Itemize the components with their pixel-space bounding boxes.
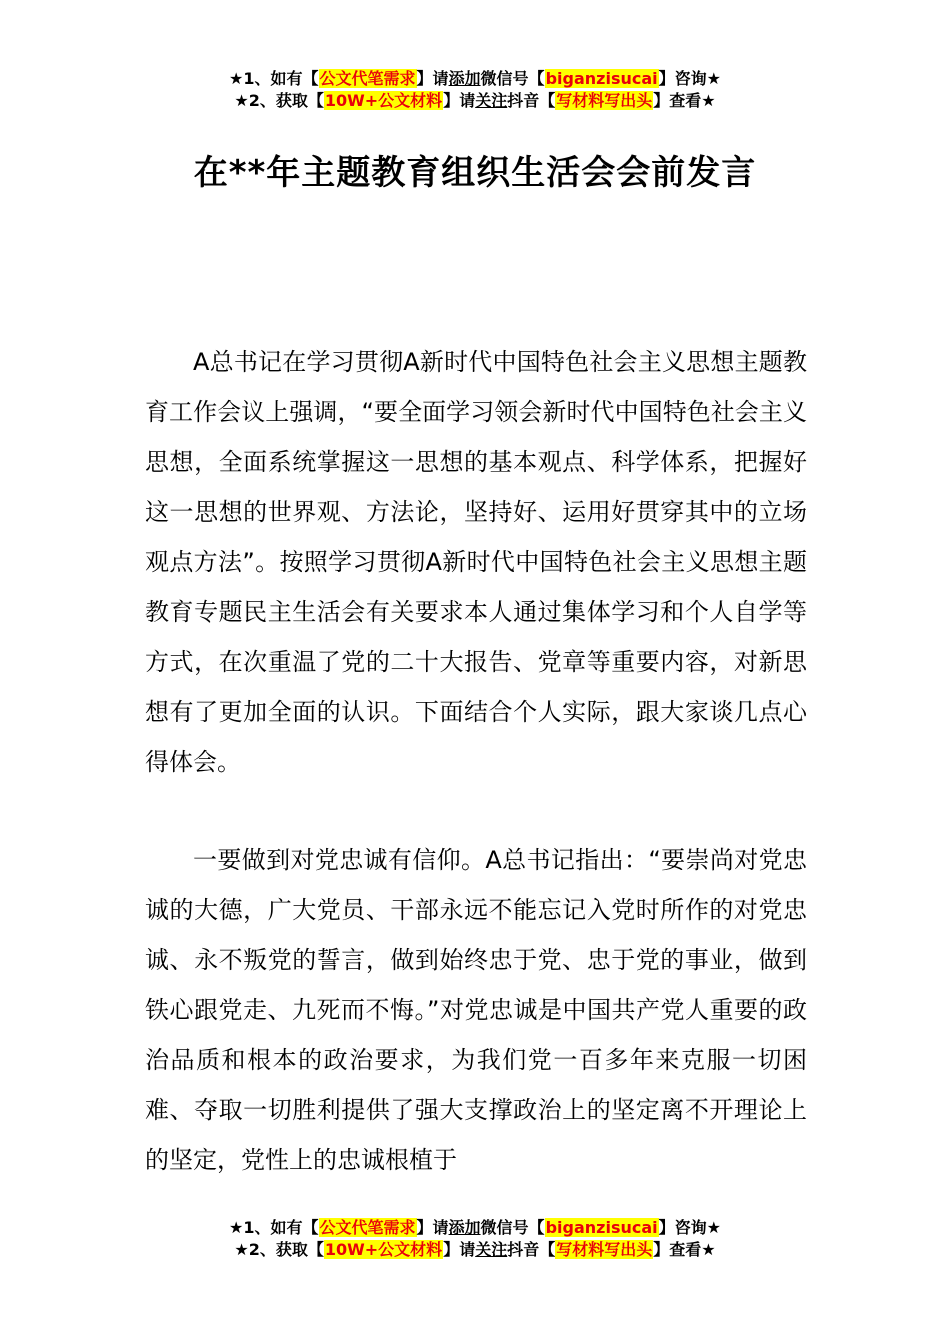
highlight-text: 10W+公文材料 [324, 1240, 443, 1259]
banner-text: 】咨询★ [658, 69, 721, 88]
banner-text: 微信号【 [480, 1218, 545, 1237]
banner-text: 】咨询★ [658, 1218, 721, 1237]
underlined-text: 添加 [448, 1218, 481, 1237]
banner-text: 微信号【 [480, 69, 545, 88]
highlight-text: 公文代笔需求 [319, 69, 416, 88]
body-paragraph-2: 一要做到对党忠诚有信仰。A总书记指出：“要崇尚对党忠诚的大德，广大党员、干部永远不能忘记入党时所作的对党忠诚、永不叛党的誓言，做到始终忠于党、忠于党的事业，做到铁心跟党走、九死而不悔。”对党忠诚是中国共产党人重要的政治品质和根本的政治要求，为我们党一百多年来克服一切困难、夺取一切胜利提供了强大支撑政治上的坚定离不开理论上的坚定，党性上的忠诚根植于 [145, 846, 807, 1174]
underlined-text: 添加 [448, 69, 481, 88]
footer-banner [0, 1217, 950, 1261]
banner-text: 抖音【 [507, 1240, 556, 1259]
banner-line-1 [0, 1217, 950, 1239]
highlight-text: 10W+公文材料 [324, 91, 443, 110]
highlight-text: 写材料写出头 [556, 1240, 653, 1259]
banner-text: ★2、获取【 [234, 1240, 324, 1259]
banner-text: ★1、如有【 [229, 1218, 319, 1237]
underlined-text: 关注 [475, 91, 508, 110]
banner-text: ★2、获取【 [234, 91, 324, 110]
underlined-text: 关注 [475, 1240, 508, 1259]
banner-text: 】请 [416, 1218, 449, 1237]
banner-text: ★1、如有【 [229, 69, 319, 88]
banner-text: 】查看★ [653, 91, 716, 110]
header-banner [0, 68, 950, 112]
banner-text: 】查看★ [653, 1240, 716, 1259]
document-title: 在**年主题教育组织生活会会前发言 [193, 153, 757, 193]
banner-line-2 [0, 90, 950, 112]
highlight-text: 公文代笔需求 [319, 1218, 416, 1237]
banner-text: 】请 [443, 91, 476, 110]
highlight-text: 写材料写出头 [556, 91, 653, 110]
banner-text: 】请 [416, 69, 449, 88]
body-paragraph-1: A总书记在学习贯彻A新时代中国特色社会主义思想主题教育工作会议上强调，“要全面学习领会新时代中国特色社会主义思想，全面系统掌握这一思想的基本观点、科学体系，把握好这一思想的世界观、方法论，坚持好、运用好贯穿其中的立场观点方法”。按照学习贯彻A新时代中国特色社会主义思想主题教育专题民主生活会有关要求本人通过集体学习和个人自学等方式，在次重温了党的二十大报告、党章等重要内容，对新思想有了更加全面的认识。下面结合个人实际，跟大家谈几点心得体会。 [145, 348, 807, 776]
highlight-text: biganzisucai [545, 69, 658, 88]
banner-text: 】请 [443, 1240, 476, 1259]
banner-line-1 [0, 68, 950, 90]
highlight-text: biganzisucai [545, 1218, 658, 1237]
banner-line-2 [0, 1239, 950, 1261]
banner-text: 抖音【 [507, 91, 556, 110]
